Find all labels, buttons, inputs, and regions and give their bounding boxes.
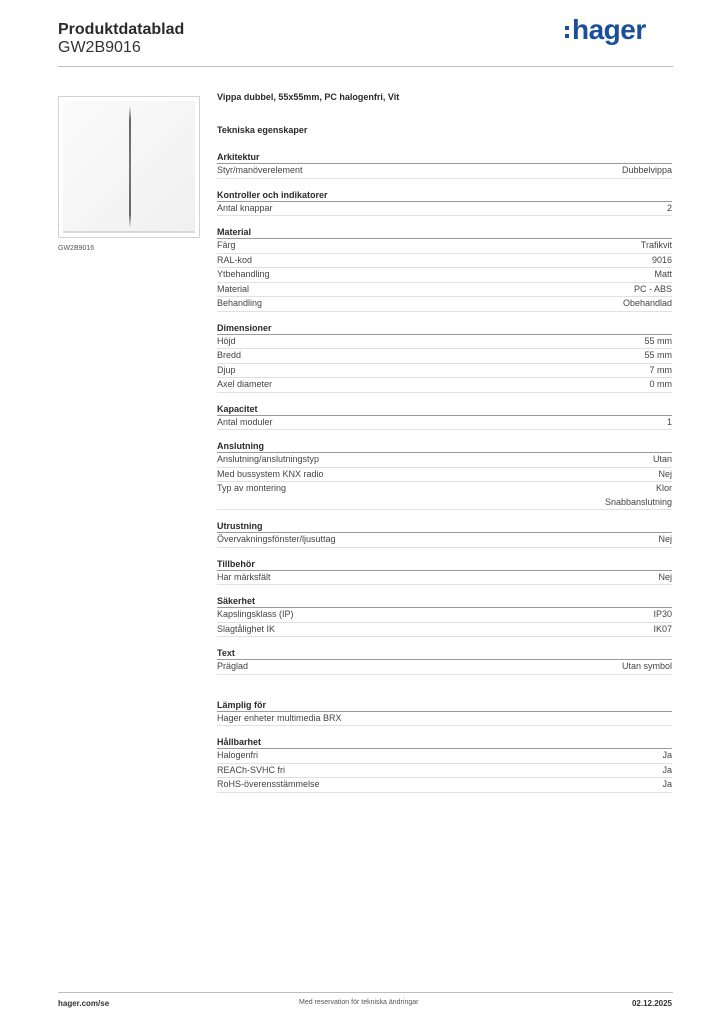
spec-value: 2 xyxy=(666,202,672,213)
spec-row xyxy=(217,164,672,179)
spec-label: Axel diameter xyxy=(217,379,273,389)
spec-value: 55 mm xyxy=(644,350,672,360)
spec-label: Övervakningsfönster/ljusuttag xyxy=(217,534,336,544)
spec-label: Halogenfri xyxy=(217,750,259,760)
spec-label: Har märksfält xyxy=(217,571,271,582)
spec-row xyxy=(217,297,672,312)
spec-value: Utan symbol xyxy=(621,661,672,671)
product-code: GW2B9016 xyxy=(58,39,141,56)
section-title: Hållbarhet xyxy=(217,736,672,749)
spec-label: RoHS-överensstämmelse xyxy=(217,779,320,789)
spec-value: IK07 xyxy=(653,623,672,634)
spec-row xyxy=(217,482,672,510)
spec-label: Ytbehandling xyxy=(217,269,270,279)
spec-label: Slagtålighet IK xyxy=(217,623,276,634)
spec-row xyxy=(217,764,672,779)
section-sustainability xyxy=(217,736,672,793)
spec-value: Obehandlad xyxy=(622,298,672,308)
spec-row xyxy=(217,268,672,283)
spec-row xyxy=(217,660,672,675)
section-item-5 xyxy=(217,440,672,510)
section-title: Tillbehör xyxy=(217,558,672,571)
spec-row xyxy=(217,364,672,379)
spec-row xyxy=(217,283,672,298)
spec-row xyxy=(217,749,672,764)
section-item-8 xyxy=(217,595,672,637)
rocker-separator xyxy=(129,105,131,229)
spec-sections xyxy=(217,151,672,675)
section-item-6 xyxy=(217,520,672,548)
spec-label: Antal moduler xyxy=(217,416,273,427)
spec-row xyxy=(217,608,672,623)
spec-value: Trafikvit xyxy=(640,240,672,250)
section-item-4 xyxy=(217,403,672,431)
properties-title: Tekniska egenskaper xyxy=(217,125,308,135)
page-title: Produktdatablad xyxy=(58,21,185,38)
spec-label: Höjd xyxy=(217,335,236,346)
hager-logo xyxy=(565,14,646,46)
section-title: Anslutning xyxy=(217,440,672,453)
section-item-7 xyxy=(217,558,672,586)
section-title: Kapacitet xyxy=(217,403,672,416)
spec-label: Präglad xyxy=(217,661,249,671)
section-title: Utrustning xyxy=(217,520,672,533)
spec-value: Nej xyxy=(658,571,672,582)
spec-label: Behandling xyxy=(217,298,263,308)
footer-divider xyxy=(58,992,673,993)
spec-value: PC - ABS xyxy=(633,283,672,294)
spec-row xyxy=(217,202,672,217)
spec-label: Bredd xyxy=(217,350,242,360)
section-item-3 xyxy=(217,322,672,393)
spec-value: Ja xyxy=(662,750,672,760)
section-title: Material xyxy=(217,226,672,239)
spec-value: Klor Snabbanslutning xyxy=(604,483,672,507)
spec-label: Djup xyxy=(217,364,236,375)
section-item-2 xyxy=(217,226,672,312)
spec-row xyxy=(217,712,672,727)
spec-value: Matt xyxy=(654,269,672,279)
spec-label: RAL-kod xyxy=(217,254,253,265)
spec-row xyxy=(217,416,672,431)
product-image xyxy=(58,96,200,238)
spec-row xyxy=(217,239,672,254)
spec-value: Utan xyxy=(652,454,672,464)
spec-value: IP30 xyxy=(653,609,672,619)
header-divider xyxy=(58,66,673,67)
spec-row xyxy=(217,378,672,393)
spec-row xyxy=(217,468,672,483)
section-title: Lämplig för xyxy=(217,699,672,712)
spec-row xyxy=(217,349,672,364)
spec-label: Material xyxy=(217,283,250,294)
spec-value: 7 mm xyxy=(649,364,672,375)
footer-website: hager.com/se xyxy=(58,999,110,1008)
spec-row xyxy=(217,453,672,468)
spec-label: Typ av montering xyxy=(217,483,287,493)
spec-value: Dubbelvippa xyxy=(621,165,672,175)
footer-disclaimer: Med reservation för tekniska ändringar xyxy=(299,999,419,1006)
spec-label: Med bussystem KNX radio xyxy=(217,468,324,479)
section-suitable-for xyxy=(217,699,672,727)
spec-row xyxy=(217,623,672,638)
spec-value: Ja xyxy=(662,779,672,789)
spec-value: 9016 xyxy=(651,254,672,265)
section-title: Text xyxy=(217,647,672,660)
section-title: Säkerhet xyxy=(217,595,672,608)
spec-label: Anslutning/anslutningstyp xyxy=(217,454,320,464)
product-description: Vippa dubbel, 55x55mm, PC halogenfri, Vit xyxy=(217,92,400,102)
spec-value: 1 xyxy=(666,416,672,427)
section-gap xyxy=(217,685,672,699)
logo-text: hager xyxy=(572,14,646,45)
spec-label: REACh-SVHC fri xyxy=(217,764,286,775)
spec-row xyxy=(217,571,672,586)
section-item-0 xyxy=(217,151,672,179)
specifications xyxy=(217,92,672,803)
extra-sections xyxy=(217,699,672,793)
spec-row xyxy=(217,533,672,548)
spec-label: Färg xyxy=(217,240,236,250)
spec-row xyxy=(217,254,672,269)
footer-date: 02.12.2025 xyxy=(631,999,672,1008)
spec-value: Nej xyxy=(658,468,672,479)
spec-row xyxy=(217,778,672,793)
section-item-9 xyxy=(217,647,672,675)
section-title: Arkitektur xyxy=(217,151,672,164)
spec-value: 55 mm xyxy=(644,335,672,346)
section-title: Kontroller och indikatorer xyxy=(217,189,672,202)
spec-value: 0 mm xyxy=(649,379,672,389)
section-title: Dimensioner xyxy=(217,322,672,335)
spec-value: Ja xyxy=(662,764,672,775)
image-caption: GW2B9016 xyxy=(58,245,95,252)
spec-label: Styr/manöverelement xyxy=(217,165,303,175)
spec-label: Hager enheter multimedia BRX xyxy=(217,712,342,723)
spec-value: Nej xyxy=(658,534,672,544)
spec-row xyxy=(217,335,672,350)
spec-label: Antal knappar xyxy=(217,202,273,213)
logo-dots-icon xyxy=(565,17,571,41)
spec-label: Kapslingsklass (IP) xyxy=(217,609,294,619)
section-item-1 xyxy=(217,189,672,217)
